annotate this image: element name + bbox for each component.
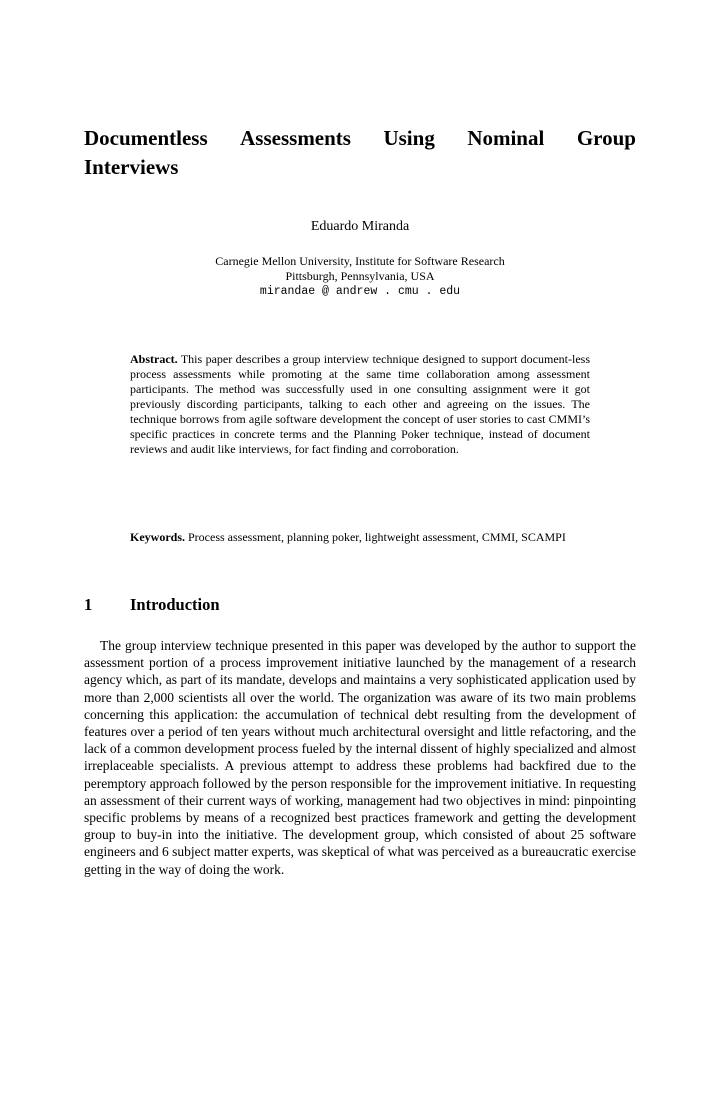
author-name: Eduardo Miranda [310, 219, 410, 234]
title-line-2: Interviews [84, 155, 179, 179]
affiliation-institution: Carnegie Mellon University, Institute for Software Research [215, 254, 505, 268]
section-title: Introduction [130, 595, 220, 614]
abstract [130, 352, 590, 457]
title-word: Group [576, 126, 636, 150]
body-paragraph: The group interview technique presented in this paper was developed by the author to support the assessment portion of a process improvement initiative launched by the management of a research agency which, as part of its mandate, develops and maintains a very sophisticated application used by more than 2,000 scientists all over the world. The organization was aware of its two main problems concerning this application: the accumulation of technical debt resulting from the development of features over a period of ten years without much architectural oversight and little refactoring, and the lack of a common development process fueled by the internal dissent of highly specialized and almost irreplaceable specialists. A previous attempt to address these problems had backfired due to the peremptory approach followed by the person responsible for the improvement initiative. In requesting an assessment of their current ways of working, management had two objectives in mind: pinpointing specific problems by means of a recognized best practices framework and getting the development group to buy-in into the initiative. The development group, which consisted of about 25 software engineers and 6 subject matter experts, was skeptical of what was perceived as a bureaucratic exercise getting in the way of doing the work. [84, 638, 636, 877]
title-word: Nominal [467, 126, 545, 150]
author-email: mirandae @ andrew . cmu . edu [259, 285, 461, 298]
affiliation [0, 254, 720, 299]
paper-title [84, 124, 636, 182]
title-word: Assessments [240, 126, 351, 150]
affiliation-location: Pittsburgh, Pennsylvania, USA [285, 269, 435, 283]
title-word: Using [383, 126, 435, 150]
abstract-text: This paper describes a group interview technique designed to support document-less process assessments while promoting at the same time collaboration among assessment participants. The method was successfully used in one consulting assignment were it got previously discording participants, talking to each other and agreeing on the issues. The technique borrows from agile software development the concept of user stories to cast CMMI’s specific practices in concrete terms and the Planning Poker technique, instead of document reviews and audit like interviews, for fact finding and corroboration. [130, 352, 590, 456]
title-line-1 [84, 124, 636, 153]
keywords-text: Process assessment, planning poker, lightweight assessment, CMMI, SCAMPI [188, 530, 566, 544]
abstract-label: Abstract. [130, 352, 178, 366]
section-number: 1 [84, 595, 93, 614]
keywords-label: Keywords. [130, 530, 185, 544]
section-heading [84, 594, 220, 616]
keywords [130, 530, 590, 545]
title-word: Documentless [84, 126, 208, 150]
